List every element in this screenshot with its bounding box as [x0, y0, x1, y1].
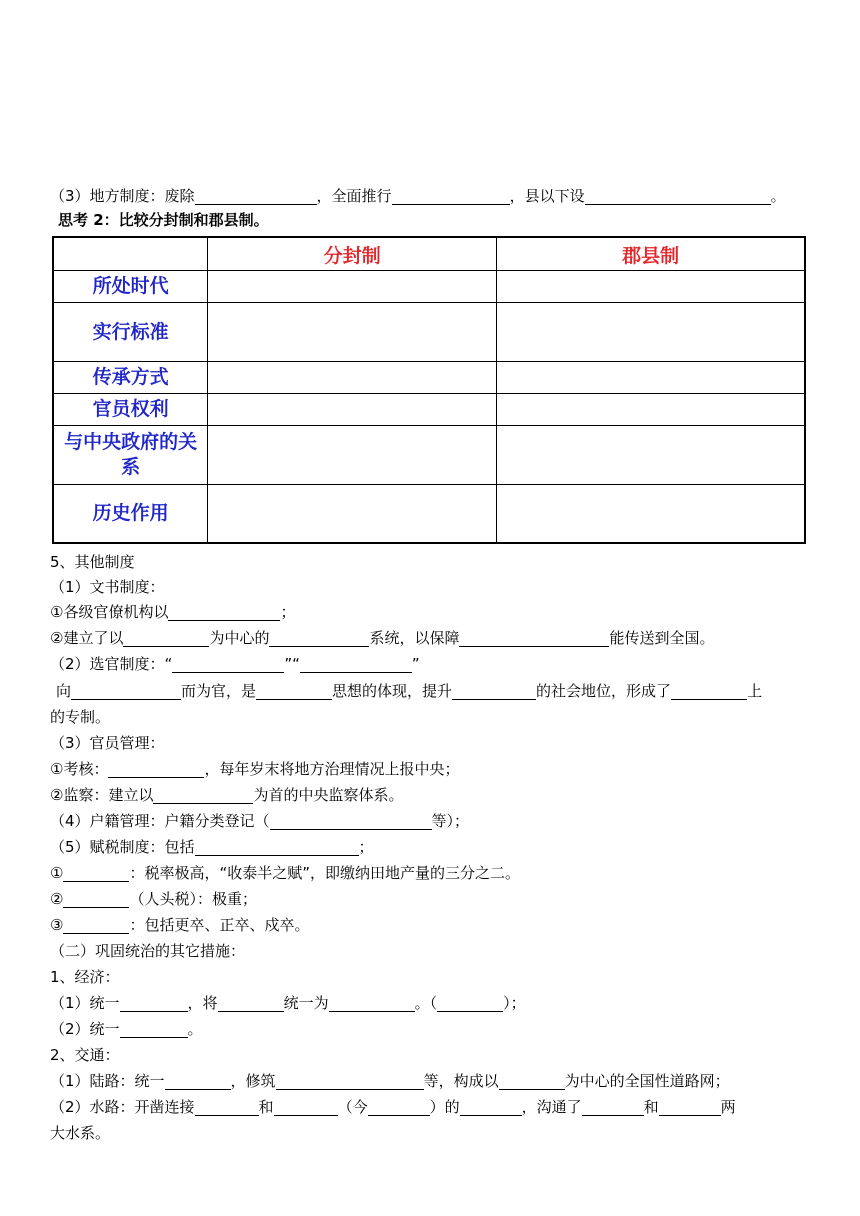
text: ，县以下设 — [509, 187, 585, 205]
text: 。 — [770, 187, 786, 205]
blank[interactable] — [585, 186, 771, 205]
blank[interactable] — [195, 186, 317, 205]
blank[interactable] — [276, 1071, 424, 1090]
row-label: 实行标准 — [53, 303, 208, 362]
text: 为中心的 — [209, 629, 270, 647]
blank[interactable] — [368, 1097, 430, 1116]
answer-cell[interactable] — [497, 362, 805, 394]
transport-title: 2、交通： — [50, 1046, 120, 1064]
answer-cell[interactable] — [208, 426, 497, 485]
economy-line-1 — [50, 991, 810, 1015]
header-fengjian: 分封制 — [208, 237, 497, 271]
doc-line-1 — [50, 600, 810, 624]
text: ，全面推行 — [316, 187, 392, 205]
row-label: 传承方式 — [53, 362, 208, 394]
text: ）的 — [429, 1098, 460, 1116]
blank[interactable] — [120, 993, 188, 1012]
blank[interactable] — [63, 889, 129, 908]
blank[interactable] — [172, 654, 284, 673]
header-junxian: 郡县制 — [497, 237, 805, 271]
text: （2）选官制度：“ — [50, 655, 173, 673]
blank[interactable] — [195, 837, 359, 856]
answer-cell[interactable] — [497, 303, 805, 362]
text: ”“ — [284, 655, 300, 673]
answer-cell[interactable] — [208, 485, 497, 543]
text: 和 — [643, 1098, 659, 1116]
text: ③ — [50, 916, 64, 934]
text: ①各级官僚机构以 — [50, 603, 169, 621]
blank[interactable] — [108, 759, 204, 778]
text: 统一为 — [283, 994, 329, 1012]
blank[interactable] — [460, 1097, 522, 1116]
doc-line-2 — [50, 626, 810, 650]
blank[interactable] — [671, 681, 747, 700]
text: 和 — [258, 1098, 274, 1116]
local-system-line — [50, 184, 810, 208]
table-row — [53, 485, 805, 543]
economy-title: 1、经济： — [50, 968, 120, 986]
blank[interactable] — [269, 628, 369, 647]
text: 为首的中央监察体系。 — [253, 786, 404, 804]
blank[interactable] — [195, 1097, 259, 1116]
local-system-label: （3）地方制度：废除 — [50, 187, 195, 205]
table-row — [53, 271, 805, 303]
row-label: 与中央政府的关系 — [53, 426, 208, 485]
answer-cell[interactable] — [208, 271, 497, 303]
table-row — [53, 303, 805, 362]
think-2-heading: 思考 2：比较分封制和郡县制。 — [58, 211, 269, 229]
blank[interactable] — [63, 863, 129, 882]
blank[interactable] — [329, 993, 415, 1012]
text: 向 — [56, 682, 72, 700]
text: （今 — [337, 1098, 368, 1116]
blank[interactable] — [165, 1071, 231, 1090]
answer-cell[interactable] — [497, 271, 805, 303]
answer-cell[interactable] — [208, 362, 497, 394]
text: 等）； — [431, 812, 470, 830]
text: （1）陆路：统一 — [50, 1072, 165, 1090]
text: 两 — [720, 1098, 736, 1116]
empty-corner-cell — [53, 237, 208, 271]
blank[interactable] — [300, 654, 412, 673]
official-selection-line — [50, 652, 810, 676]
text: ：税率极高，“收泰半之赋”，即缴纳田地产量的三分之二。 — [129, 864, 520, 882]
blank[interactable] — [274, 1097, 338, 1116]
answer-cell[interactable] — [497, 394, 805, 426]
text: ，修筑 — [230, 1072, 276, 1090]
section-5-title: 5、其他制度 — [50, 553, 135, 571]
text: （2）统一 — [50, 1020, 120, 1038]
row-label: 官员权利 — [53, 394, 208, 426]
official-management-title: （3）官员管理： — [50, 734, 165, 752]
blank[interactable] — [63, 915, 129, 934]
tax-line-3 — [50, 913, 810, 937]
row-label: 所处时代 — [53, 271, 208, 303]
answer-cell[interactable] — [497, 426, 805, 485]
text: 。 — [187, 1020, 203, 1038]
blank[interactable] — [499, 1071, 565, 1090]
text: 的社会地位，形成了 — [536, 682, 672, 700]
blank[interactable] — [120, 1019, 188, 1038]
text: （1）统一 — [50, 994, 120, 1012]
official-selection-line-2 — [56, 679, 816, 703]
blank[interactable] — [659, 1097, 721, 1116]
text: 能传送到全国。 — [609, 629, 715, 647]
table-row — [53, 426, 805, 485]
tax-line-2 — [50, 887, 810, 911]
text: ① — [50, 864, 64, 882]
water-transport-line — [50, 1095, 810, 1119]
supervision-line — [50, 783, 810, 807]
tax-system-line — [50, 835, 810, 859]
official-selection-line-3: 的专制。 — [50, 708, 111, 726]
water-transport-line-2: 大水系。 — [50, 1124, 111, 1142]
blank[interactable] — [452, 681, 536, 700]
text: ②监察：建立以 — [50, 786, 154, 804]
text: ，每年岁末将地方治理情况上报中央； — [204, 760, 460, 778]
answer-cell[interactable] — [208, 303, 497, 362]
text: 为中心的全国性道路网； — [564, 1072, 730, 1090]
text: （5）赋税制度：包括 — [50, 838, 195, 856]
text: 系统，以保障 — [369, 629, 460, 647]
assessment-line — [50, 757, 810, 781]
text: 上 — [747, 682, 763, 700]
text: ）； — [503, 994, 526, 1012]
blank[interactable] — [256, 681, 332, 700]
table-row — [53, 362, 805, 394]
text: ，沟通了 — [521, 1098, 582, 1116]
text: 而为官，是 — [181, 682, 257, 700]
table-row — [53, 394, 805, 426]
text: ； — [280, 603, 296, 621]
comparison-table — [52, 236, 806, 544]
part-2-title: （二）巩固统治的其它措施： — [50, 942, 246, 960]
blank[interactable] — [437, 993, 503, 1012]
household-registration-line — [50, 809, 810, 833]
blank[interactable] — [71, 681, 181, 700]
text: ，将 — [187, 994, 218, 1012]
blank[interactable] — [270, 811, 432, 830]
blank[interactable] — [168, 602, 280, 621]
doc-system-title: （1）文书制度： — [50, 578, 165, 596]
text: 。（ — [414, 994, 438, 1012]
blank[interactable] — [392, 186, 510, 205]
text: ①考核： — [50, 760, 109, 778]
blank[interactable] — [582, 1097, 644, 1116]
table-header-row — [53, 237, 805, 271]
text: ” — [411, 655, 420, 673]
tax-line-1 — [50, 861, 810, 885]
text: ：包括更卒、正卒、戍卒。 — [129, 916, 310, 934]
text: （4）户籍管理：户籍分类登记（ — [50, 812, 270, 830]
text: 思想的体现，提升 — [332, 682, 453, 700]
blank[interactable] — [218, 993, 284, 1012]
answer-cell[interactable] — [208, 394, 497, 426]
text: （人头税）：极重； — [129, 890, 257, 908]
text: ②建立了以 — [50, 629, 124, 647]
blank[interactable] — [123, 628, 209, 647]
text: ② — [50, 890, 64, 908]
blank[interactable] — [153, 785, 253, 804]
answer-cell[interactable] — [497, 485, 805, 543]
text: 等，构成以 — [423, 1072, 499, 1090]
text: （2）水路：开凿连接 — [50, 1098, 195, 1116]
text: ； — [358, 838, 374, 856]
blank[interactable] — [459, 628, 609, 647]
land-transport-line — [50, 1069, 810, 1093]
economy-line-2 — [50, 1017, 810, 1041]
row-label: 历史作用 — [53, 485, 208, 543]
